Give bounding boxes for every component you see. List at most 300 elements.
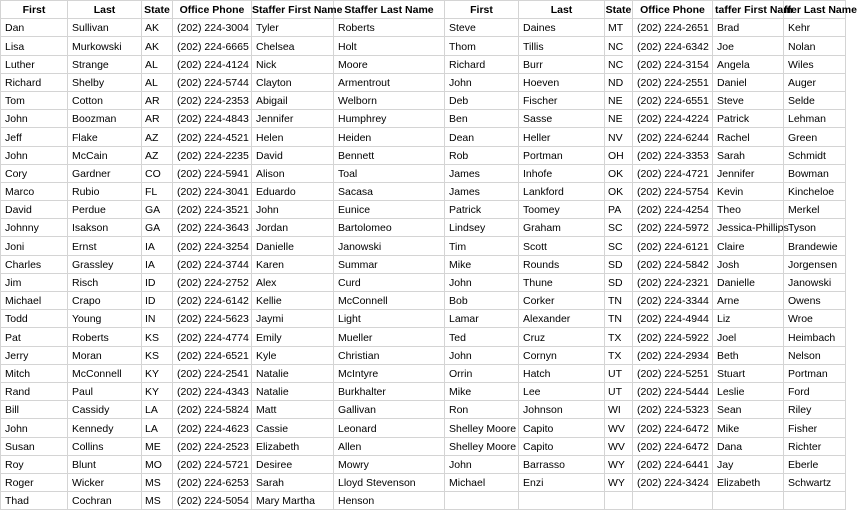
table-cell[interactable]: Cotton xyxy=(68,91,142,109)
table-cell[interactable]: Liz xyxy=(713,310,784,328)
table-cell[interactable]: Desiree xyxy=(252,455,334,473)
table-cell[interactable]: Jorgensen xyxy=(784,255,846,273)
table-cell[interactable]: Rounds xyxy=(519,255,605,273)
table-cell[interactable]: AK xyxy=(142,37,173,55)
table-cell[interactable]: Brandewie xyxy=(784,237,846,255)
table-cell[interactable]: Janowski xyxy=(784,273,846,291)
table-cell[interactable]: Danielle xyxy=(713,273,784,291)
table-cell[interactable]: Schmidt xyxy=(784,146,846,164)
table-cell[interactable]: Richard xyxy=(445,55,519,73)
table-cell[interactable]: Elizabeth xyxy=(252,437,334,455)
table-cell[interactable]: Kevin xyxy=(713,182,784,200)
table-cell[interactable]: Thune xyxy=(519,273,605,291)
table-cell[interactable]: Toomey xyxy=(519,201,605,219)
table-cell[interactable]: Capito xyxy=(519,419,605,437)
table-cell[interactable]: Gallivan xyxy=(334,401,445,419)
table-cell[interactable] xyxy=(445,492,519,510)
table-cell[interactable]: CO xyxy=(142,164,173,182)
table-cell[interactable]: McConnell xyxy=(68,364,142,382)
table-cell[interactable]: (202) 224-6121 xyxy=(633,237,713,255)
table-cell[interactable]: (202) 224-3353 xyxy=(633,146,713,164)
table-cell[interactable]: Alison xyxy=(252,164,334,182)
table-cell[interactable]: AL xyxy=(142,73,173,91)
table-cell[interactable]: Joel xyxy=(713,328,784,346)
table-cell[interactable]: Merkel xyxy=(784,201,846,219)
table-cell[interactable]: Michael xyxy=(1,292,68,310)
table-cell[interactable]: Lee xyxy=(519,382,605,400)
table-cell[interactable]: (202) 224-2523 xyxy=(173,437,252,455)
table-cell[interactable]: AR xyxy=(142,91,173,109)
table-cell[interactable]: John xyxy=(445,346,519,364)
table-cell[interactable]: AZ xyxy=(142,146,173,164)
table-cell[interactable]: Natalie xyxy=(252,364,334,382)
table-cell[interactable]: Armentrout xyxy=(334,73,445,91)
table-cell[interactable]: Risch xyxy=(68,273,142,291)
table-cell[interactable]: KS xyxy=(142,346,173,364)
table-cell[interactable]: NV xyxy=(605,128,633,146)
table-cell[interactable]: (202) 224-6665 xyxy=(173,37,252,55)
table-cell[interactable]: KS xyxy=(142,328,173,346)
table-cell[interactable]: Emily xyxy=(252,328,334,346)
header-cell[interactable]: Staffer Last Name xyxy=(334,1,445,19)
table-cell[interactable]: OH xyxy=(605,146,633,164)
table-cell[interactable]: (202) 224-4623 xyxy=(173,419,252,437)
table-cell[interactable]: Richter xyxy=(784,437,846,455)
table-cell[interactable]: (202) 224-5444 xyxy=(633,382,713,400)
table-cell[interactable]: MO xyxy=(142,455,173,473)
table-cell[interactable]: UT xyxy=(605,382,633,400)
table-cell[interactable]: McCain xyxy=(68,146,142,164)
header-cell[interactable]: Last xyxy=(68,1,142,19)
table-cell[interactable]: Boozman xyxy=(68,110,142,128)
table-cell[interactable]: Theo xyxy=(713,201,784,219)
table-cell[interactable]: Leslie xyxy=(713,382,784,400)
table-cell[interactable]: Cassie xyxy=(252,419,334,437)
table-cell[interactable]: TX xyxy=(605,328,633,346)
table-cell[interactable]: OK xyxy=(605,164,633,182)
table-cell[interactable]: NE xyxy=(605,110,633,128)
table-cell[interactable]: Lamar xyxy=(445,310,519,328)
table-cell[interactable]: Dan xyxy=(1,19,68,37)
table-cell[interactable]: Josh xyxy=(713,255,784,273)
table-cell[interactable]: Moore xyxy=(334,55,445,73)
table-cell[interactable]: Elizabeth xyxy=(713,473,784,491)
table-cell[interactable]: Rachel xyxy=(713,128,784,146)
table-cell[interactable]: Lisa xyxy=(1,37,68,55)
table-cell[interactable]: Henson xyxy=(334,492,445,510)
table-cell[interactable]: Ben xyxy=(445,110,519,128)
table-cell[interactable]: Roger xyxy=(1,473,68,491)
table-cell[interactable]: (202) 224-5824 xyxy=(173,401,252,419)
table-cell[interactable]: (202) 224-5721 xyxy=(173,455,252,473)
table-cell[interactable]: John xyxy=(252,201,334,219)
table-cell[interactable]: (202) 224-6142 xyxy=(173,292,252,310)
table-cell[interactable]: Burkhalter xyxy=(334,382,445,400)
table-cell[interactable]: PA xyxy=(605,201,633,219)
table-cell[interactable]: SD xyxy=(605,255,633,273)
table-cell[interactable]: IN xyxy=(142,310,173,328)
table-cell[interactable]: TX xyxy=(605,346,633,364)
table-cell[interactable]: (202) 224-4254 xyxy=(633,201,713,219)
table-cell[interactable]: Dana xyxy=(713,437,784,455)
table-cell[interactable]: Bowman xyxy=(784,164,846,182)
table-cell[interactable]: Tyler xyxy=(252,19,334,37)
table-cell[interactable]: Jaymi xyxy=(252,310,334,328)
table-cell[interactable]: (202) 224-5941 xyxy=(173,164,252,182)
table-cell[interactable]: Kennedy xyxy=(68,419,142,437)
table-cell[interactable]: Daines xyxy=(519,19,605,37)
table-cell[interactable]: Natalie xyxy=(252,382,334,400)
table-cell[interactable]: Beth xyxy=(713,346,784,364)
table-cell[interactable]: OK xyxy=(605,182,633,200)
table-cell[interactable]: (202) 224-2235 xyxy=(173,146,252,164)
table-cell[interactable]: Schwartz xyxy=(784,473,846,491)
table-cell[interactable]: Riley xyxy=(784,401,846,419)
table-cell[interactable]: Abigail xyxy=(252,91,334,109)
table-cell[interactable]: Johnson xyxy=(519,401,605,419)
table-cell[interactable]: Paul xyxy=(68,382,142,400)
table-cell[interactable]: Lindsey xyxy=(445,219,519,237)
table-cell[interactable]: Danielle xyxy=(252,237,334,255)
table-cell[interactable]: (202) 224-2651 xyxy=(633,19,713,37)
header-cell[interactable]: State xyxy=(605,1,633,19)
table-cell[interactable]: NE xyxy=(605,91,633,109)
table-cell[interactable]: Shelley Moore xyxy=(445,437,519,455)
table-cell[interactable]: Roy xyxy=(1,455,68,473)
table-cell[interactable]: McConnell xyxy=(334,292,445,310)
table-cell[interactable] xyxy=(633,492,713,510)
table-cell[interactable] xyxy=(784,492,846,510)
table-cell[interactable]: Tom xyxy=(1,91,68,109)
table-cell[interactable]: Joe xyxy=(713,37,784,55)
table-cell[interactable] xyxy=(605,492,633,510)
table-cell[interactable]: Portman xyxy=(784,364,846,382)
table-cell[interactable]: Jessica-Phillips xyxy=(713,219,784,237)
table-cell[interactable]: Kincheloe xyxy=(784,182,846,200)
table-cell[interactable]: (202) 224-3643 xyxy=(173,219,252,237)
table-cell[interactable]: Christian xyxy=(334,346,445,364)
table-cell[interactable] xyxy=(713,492,784,510)
table-cell[interactable]: (202) 224-5842 xyxy=(633,255,713,273)
table-cell[interactable]: (202) 224-6244 xyxy=(633,128,713,146)
header-cell[interactable]: ffer Last Name xyxy=(784,1,846,19)
table-cell[interactable]: Wicker xyxy=(68,473,142,491)
table-cell[interactable]: Alex xyxy=(252,273,334,291)
table-cell[interactable]: (202) 224-5922 xyxy=(633,328,713,346)
table-cell[interactable]: Thom xyxy=(445,37,519,55)
table-cell[interactable]: Cory xyxy=(1,164,68,182)
table-cell[interactable]: Rubio xyxy=(68,182,142,200)
table-cell[interactable]: Sacasa xyxy=(334,182,445,200)
table-cell[interactable]: Pat xyxy=(1,328,68,346)
table-cell[interactable]: NC xyxy=(605,37,633,55)
table-cell[interactable]: Lloyd Stevenson xyxy=(334,473,445,491)
table-cell[interactable]: Susan xyxy=(1,437,68,455)
table-cell[interactable]: KY xyxy=(142,382,173,400)
table-cell[interactable]: Luther xyxy=(1,55,68,73)
table-cell[interactable]: Hatch xyxy=(519,364,605,382)
table-cell[interactable]: Holt xyxy=(334,37,445,55)
table-cell[interactable]: Cruz xyxy=(519,328,605,346)
table-cell[interactable]: Graham xyxy=(519,219,605,237)
table-cell[interactable]: (202) 224-3521 xyxy=(173,201,252,219)
table-cell[interactable]: Orrin xyxy=(445,364,519,382)
table-cell[interactable]: Ernst xyxy=(68,237,142,255)
table-cell[interactable]: UT xyxy=(605,364,633,382)
table-cell[interactable]: Kehr xyxy=(784,19,846,37)
table-cell[interactable]: Moran xyxy=(68,346,142,364)
table-cell[interactable]: (202) 224-6551 xyxy=(633,91,713,109)
table-cell[interactable]: Grassley xyxy=(68,255,142,273)
table-cell[interactable]: Ford xyxy=(784,382,846,400)
table-cell[interactable]: Dean xyxy=(445,128,519,146)
table-cell[interactable]: IA xyxy=(142,255,173,273)
table-cell[interactable]: Ted xyxy=(445,328,519,346)
table-cell[interactable]: (202) 224-4343 xyxy=(173,382,252,400)
table-cell[interactable]: (202) 224-4124 xyxy=(173,55,252,73)
table-cell[interactable]: (202) 224-3744 xyxy=(173,255,252,273)
table-cell[interactable]: James xyxy=(445,182,519,200)
table-cell[interactable]: (202) 224-5972 xyxy=(633,219,713,237)
table-cell[interactable]: Mike xyxy=(445,255,519,273)
table-cell[interactable]: WI xyxy=(605,401,633,419)
table-cell[interactable]: Shelley Moore xyxy=(445,419,519,437)
table-cell[interactable]: AR xyxy=(142,110,173,128)
table-cell[interactable]: Toal xyxy=(334,164,445,182)
table-cell[interactable]: Cochran xyxy=(68,492,142,510)
table-cell[interactable]: (202) 224-5623 xyxy=(173,310,252,328)
table-cell[interactable]: (202) 224-4224 xyxy=(633,110,713,128)
header-cell[interactable]: State xyxy=(142,1,173,19)
table-cell[interactable]: Matt xyxy=(252,401,334,419)
table-cell[interactable]: Curd xyxy=(334,273,445,291)
table-cell[interactable]: (202) 224-4774 xyxy=(173,328,252,346)
table-cell[interactable]: Roberts xyxy=(68,328,142,346)
table-cell[interactable]: SC xyxy=(605,219,633,237)
table-cell[interactable]: ME xyxy=(142,437,173,455)
table-cell[interactable]: Jay xyxy=(713,455,784,473)
table-cell[interactable]: Cornyn xyxy=(519,346,605,364)
table-cell[interactable]: Stuart xyxy=(713,364,784,382)
table-cell[interactable]: Patrick xyxy=(445,201,519,219)
table-cell[interactable]: John xyxy=(445,73,519,91)
table-cell[interactable]: (202) 224-2752 xyxy=(173,273,252,291)
table-cell[interactable]: Jordan xyxy=(252,219,334,237)
table-cell[interactable]: (202) 224-6342 xyxy=(633,37,713,55)
header-cell[interactable]: taffer First Nam xyxy=(713,1,784,19)
table-cell[interactable] xyxy=(519,492,605,510)
table-cell[interactable]: (202) 224-5054 xyxy=(173,492,252,510)
table-cell[interactable]: Young xyxy=(68,310,142,328)
table-cell[interactable]: Isakson xyxy=(68,219,142,237)
header-cell[interactable]: Staffer First Name xyxy=(252,1,334,19)
table-cell[interactable]: Steve xyxy=(713,91,784,109)
table-cell[interactable]: Jennifer xyxy=(713,164,784,182)
table-cell[interactable]: Bennett xyxy=(334,146,445,164)
table-cell[interactable]: Michael xyxy=(445,473,519,491)
table-cell[interactable]: (202) 224-3344 xyxy=(633,292,713,310)
table-cell[interactable]: Jim xyxy=(1,273,68,291)
table-cell[interactable]: Nolan xyxy=(784,37,846,55)
table-cell[interactable]: Corker xyxy=(519,292,605,310)
table-cell[interactable]: Deb xyxy=(445,91,519,109)
table-cell[interactable]: Fischer xyxy=(519,91,605,109)
table-cell[interactable]: (202) 224-4944 xyxy=(633,310,713,328)
table-cell[interactable]: Jennifer xyxy=(252,110,334,128)
table-cell[interactable]: Rand xyxy=(1,382,68,400)
table-cell[interactable]: WY xyxy=(605,455,633,473)
table-cell[interactable]: ID xyxy=(142,292,173,310)
table-cell[interactable]: Wiles xyxy=(784,55,846,73)
table-cell[interactable]: (202) 224-5323 xyxy=(633,401,713,419)
table-cell[interactable]: Jeff xyxy=(1,128,68,146)
table-cell[interactable]: (202) 224-5754 xyxy=(633,182,713,200)
table-cell[interactable]: GA xyxy=(142,201,173,219)
table-cell[interactable]: WV xyxy=(605,437,633,455)
table-cell[interactable]: Sullivan xyxy=(68,19,142,37)
table-cell[interactable]: Kyle xyxy=(252,346,334,364)
table-cell[interactable]: Sarah xyxy=(252,473,334,491)
table-cell[interactable]: Summar xyxy=(334,255,445,273)
table-cell[interactable]: TN xyxy=(605,310,633,328)
table-cell[interactable]: John xyxy=(445,455,519,473)
table-cell[interactable]: Marco xyxy=(1,182,68,200)
table-cell[interactable]: Eunice xyxy=(334,201,445,219)
table-cell[interactable]: Helen xyxy=(252,128,334,146)
table-cell[interactable]: Leonard xyxy=(334,419,445,437)
header-cell[interactable]: Office Phone xyxy=(633,1,713,19)
table-cell[interactable]: Wroe xyxy=(784,310,846,328)
header-cell[interactable]: Last xyxy=(519,1,605,19)
table-cell[interactable]: Light xyxy=(334,310,445,328)
table-cell[interactable]: (202) 224-4843 xyxy=(173,110,252,128)
table-cell[interactable]: (202) 224-5744 xyxy=(173,73,252,91)
table-cell[interactable]: Eberle xyxy=(784,455,846,473)
table-cell[interactable]: Blunt xyxy=(68,455,142,473)
table-cell[interactable]: Tillis xyxy=(519,37,605,55)
table-cell[interactable]: AK xyxy=(142,19,173,37)
table-cell[interactable]: Sasse xyxy=(519,110,605,128)
table-cell[interactable]: (202) 224-6472 xyxy=(633,419,713,437)
table-cell[interactable]: Hoeven xyxy=(519,73,605,91)
table-cell[interactable]: (202) 224-6521 xyxy=(173,346,252,364)
table-cell[interactable]: Shelby xyxy=(68,73,142,91)
table-cell[interactable]: Thad xyxy=(1,492,68,510)
table-cell[interactable]: Chelsea xyxy=(252,37,334,55)
table-cell[interactable]: ND xyxy=(605,73,633,91)
table-cell[interactable]: Portman xyxy=(519,146,605,164)
header-cell[interactable]: First xyxy=(445,1,519,19)
table-cell[interactable]: Roberts xyxy=(334,19,445,37)
table-cell[interactable]: (202) 224-4521 xyxy=(173,128,252,146)
table-cell[interactable]: Karen xyxy=(252,255,334,273)
table-cell[interactable]: Angela xyxy=(713,55,784,73)
table-cell[interactable]: Heiden xyxy=(334,128,445,146)
header-cell[interactable]: First xyxy=(1,1,68,19)
table-cell[interactable]: (202) 224-5251 xyxy=(633,364,713,382)
table-cell[interactable]: Arne xyxy=(713,292,784,310)
table-cell[interactable]: Eduardo xyxy=(252,182,334,200)
table-cell[interactable]: John xyxy=(445,273,519,291)
table-cell[interactable]: (202) 224-3041 xyxy=(173,182,252,200)
table-cell[interactable]: Mike xyxy=(445,382,519,400)
table-cell[interactable]: (202) 224-2541 xyxy=(173,364,252,382)
table-cell[interactable]: Joni xyxy=(1,237,68,255)
table-cell[interactable]: MS xyxy=(142,492,173,510)
table-cell[interactable]: (202) 224-2353 xyxy=(173,91,252,109)
table-cell[interactable]: Inhofe xyxy=(519,164,605,182)
table-cell[interactable]: John xyxy=(1,419,68,437)
table-cell[interactable]: Owens xyxy=(784,292,846,310)
table-cell[interactable]: Bob xyxy=(445,292,519,310)
table-cell[interactable]: LA xyxy=(142,401,173,419)
table-cell[interactable]: Jerry xyxy=(1,346,68,364)
table-cell[interactable]: David xyxy=(1,201,68,219)
table-cell[interactable]: Gardner xyxy=(68,164,142,182)
table-cell[interactable]: Humphrey xyxy=(334,110,445,128)
table-cell[interactable]: Tim xyxy=(445,237,519,255)
table-cell[interactable]: Scott xyxy=(519,237,605,255)
table-cell[interactable]: Mary Martha xyxy=(252,492,334,510)
table-cell[interactable]: Kellie xyxy=(252,292,334,310)
table-cell[interactable]: (202) 224-3154 xyxy=(633,55,713,73)
table-cell[interactable]: Collins xyxy=(68,437,142,455)
table-cell[interactable]: Heller xyxy=(519,128,605,146)
table-cell[interactable]: Capito xyxy=(519,437,605,455)
table-cell[interactable]: (202) 224-2551 xyxy=(633,73,713,91)
table-cell[interactable]: Patrick xyxy=(713,110,784,128)
table-cell[interactable]: Johnny xyxy=(1,219,68,237)
table-cell[interactable]: Daniel xyxy=(713,73,784,91)
table-cell[interactable]: Charles xyxy=(1,255,68,273)
table-cell[interactable]: (202) 224-3424 xyxy=(633,473,713,491)
table-cell[interactable]: Barrasso xyxy=(519,455,605,473)
table-cell[interactable]: Strange xyxy=(68,55,142,73)
table-cell[interactable]: Lankford xyxy=(519,182,605,200)
table-cell[interactable]: Brad xyxy=(713,19,784,37)
table-cell[interactable]: John xyxy=(1,146,68,164)
table-cell[interactable]: Perdue xyxy=(68,201,142,219)
header-cell[interactable]: Office Phone xyxy=(173,1,252,19)
table-cell[interactable]: Lehman xyxy=(784,110,846,128)
table-cell[interactable]: Sarah xyxy=(713,146,784,164)
table-cell[interactable]: Steve xyxy=(445,19,519,37)
table-cell[interactable]: WY xyxy=(605,473,633,491)
table-cell[interactable]: Bill xyxy=(1,401,68,419)
table-cell[interactable]: Crapo xyxy=(68,292,142,310)
table-cell[interactable]: Nick xyxy=(252,55,334,73)
table-cell[interactable]: McIntyre xyxy=(334,364,445,382)
table-cell[interactable]: LA xyxy=(142,419,173,437)
table-cell[interactable]: Ron xyxy=(445,401,519,419)
table-cell[interactable]: Bartolomeo xyxy=(334,219,445,237)
table-cell[interactable]: Cassidy xyxy=(68,401,142,419)
table-cell[interactable]: Tyson xyxy=(784,219,846,237)
table-cell[interactable]: Selde xyxy=(784,91,846,109)
table-cell[interactable]: Claire xyxy=(713,237,784,255)
table-cell[interactable]: Mueller xyxy=(334,328,445,346)
table-cell[interactable]: James xyxy=(445,164,519,182)
table-cell[interactable]: SC xyxy=(605,237,633,255)
table-cell[interactable]: Welborn xyxy=(334,91,445,109)
table-cell[interactable]: (202) 224-4721 xyxy=(633,164,713,182)
table-cell[interactable]: (202) 224-2934 xyxy=(633,346,713,364)
table-cell[interactable]: WV xyxy=(605,419,633,437)
table-cell[interactable]: IA xyxy=(142,237,173,255)
table-cell[interactable]: Clayton xyxy=(252,73,334,91)
table-cell[interactable]: NC xyxy=(605,55,633,73)
table-cell[interactable]: (202) 224-3004 xyxy=(173,19,252,37)
